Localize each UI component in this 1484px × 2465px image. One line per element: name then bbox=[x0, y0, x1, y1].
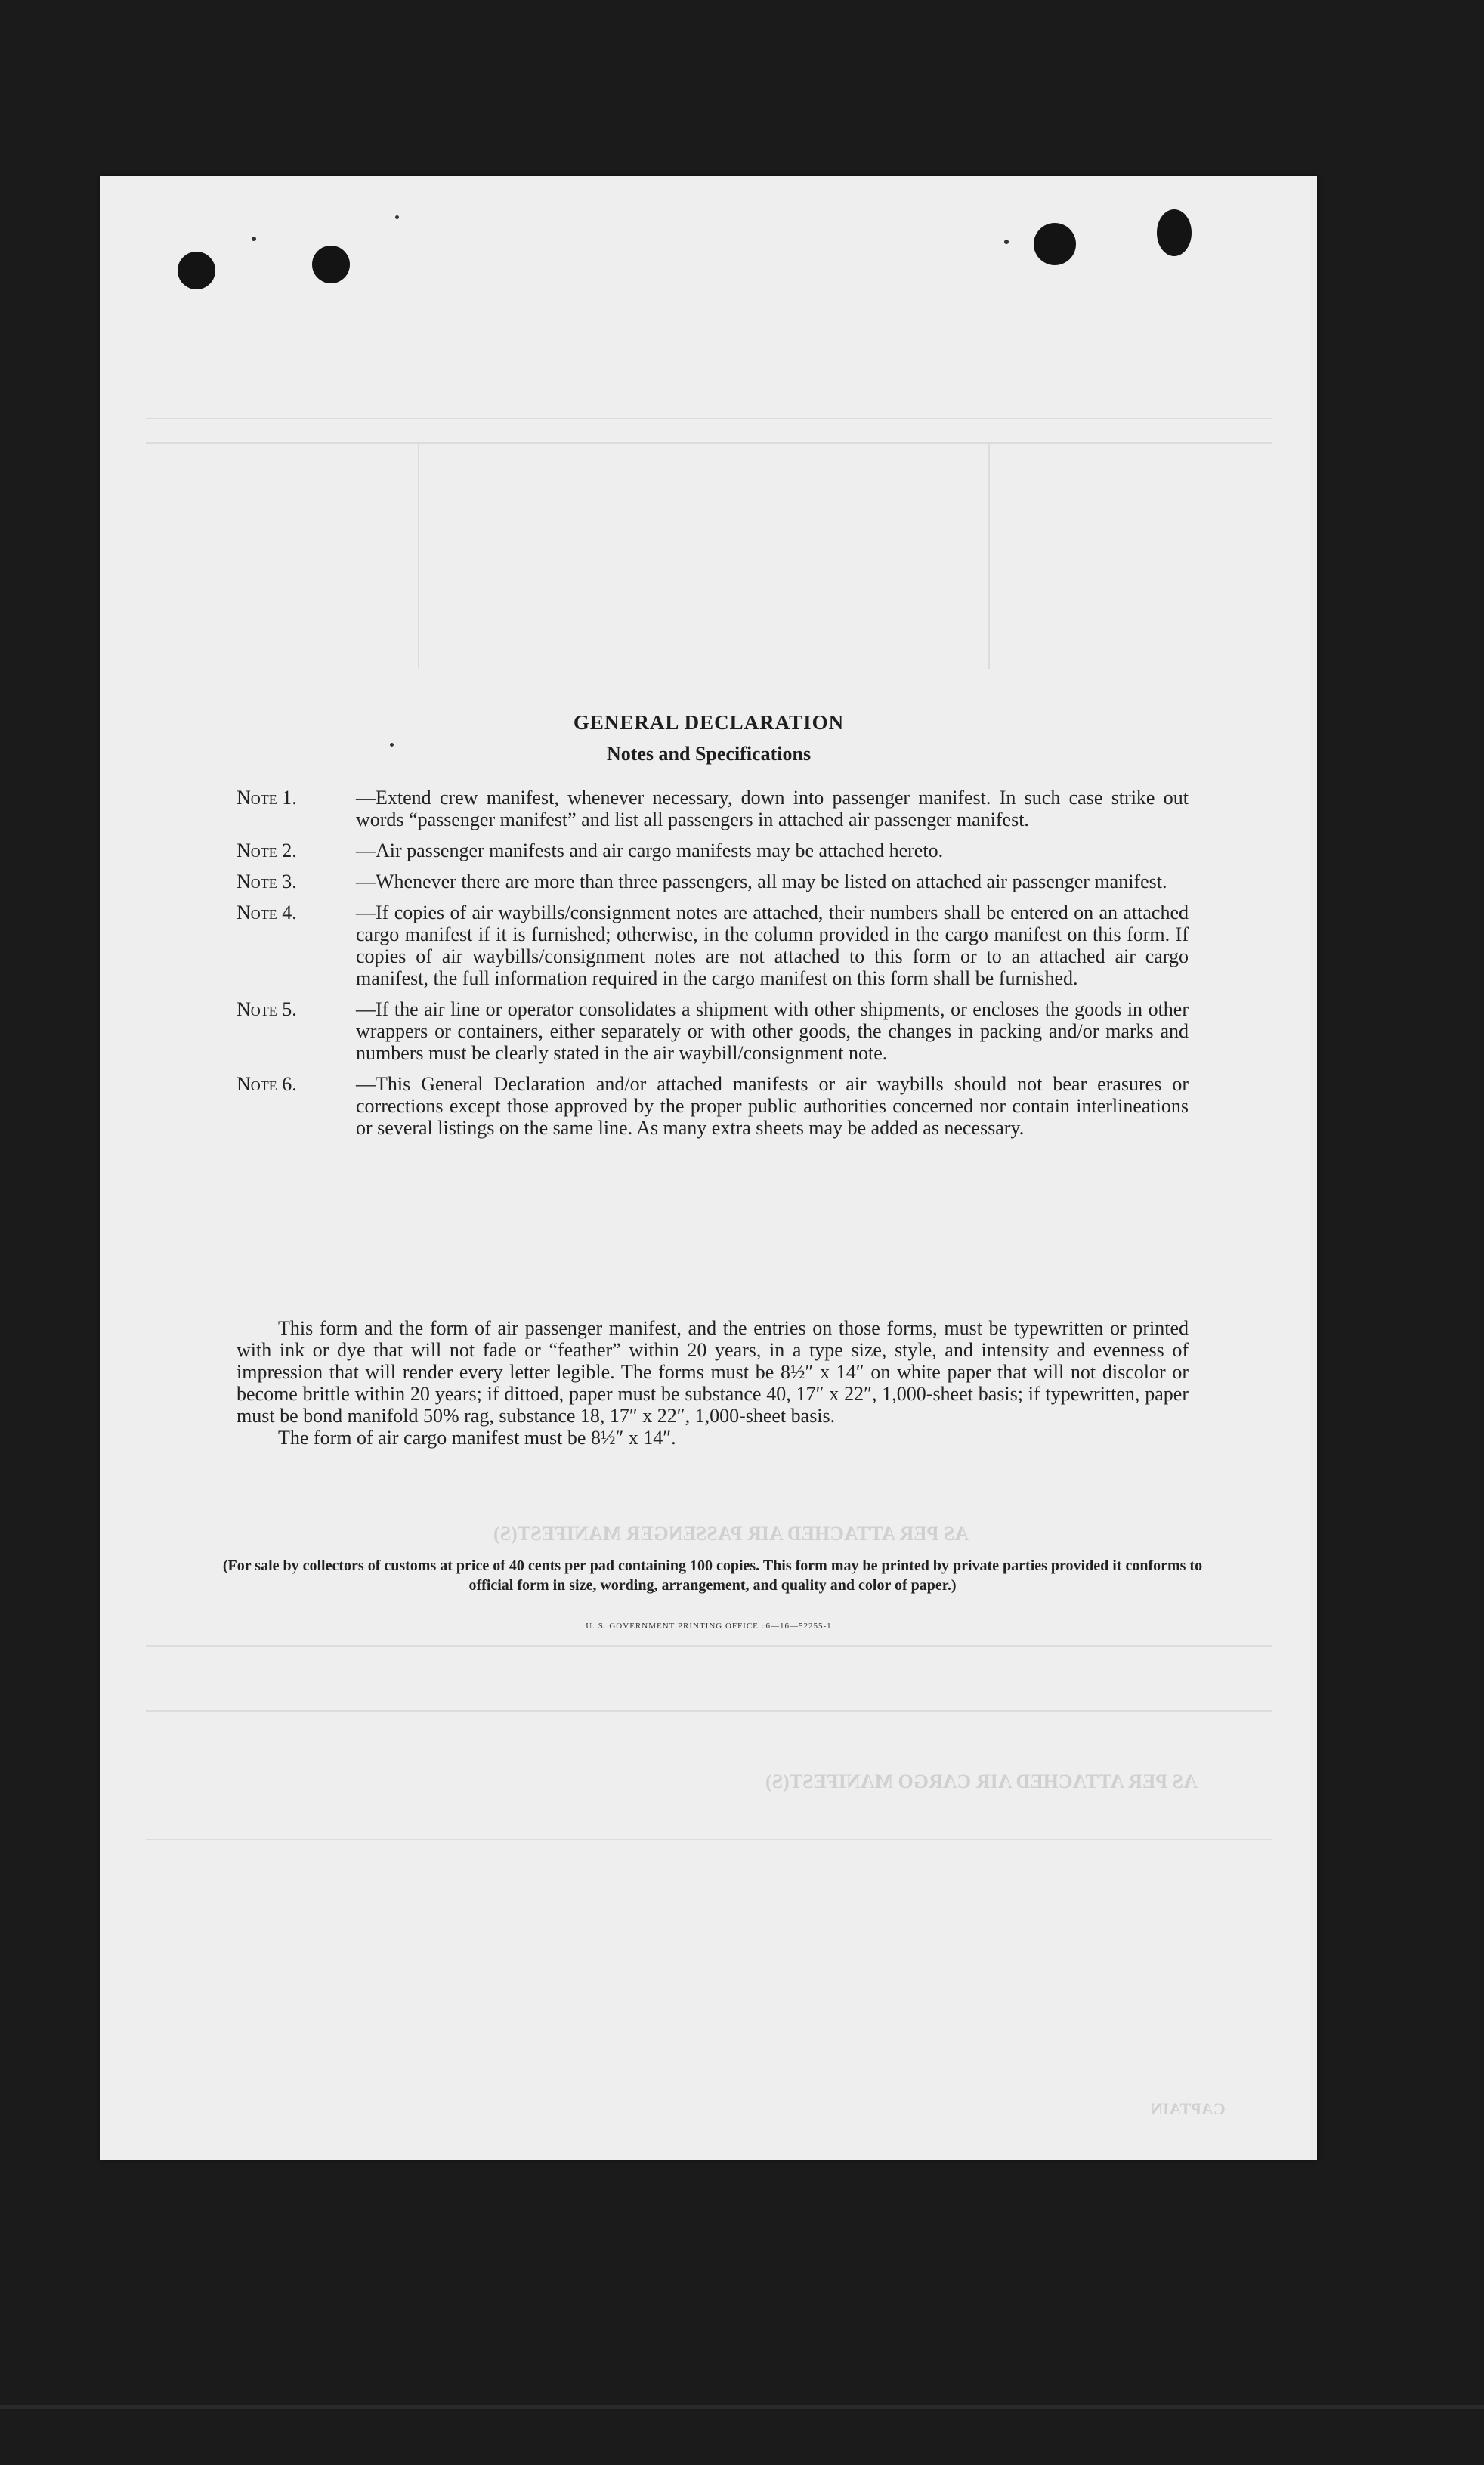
notes-list bbox=[237, 787, 1189, 1148]
note-label: Note 5. bbox=[237, 998, 297, 1020]
punch-hole bbox=[178, 252, 215, 289]
show-through-rule bbox=[146, 442, 1272, 444]
speck bbox=[1004, 240, 1009, 244]
specifications-paragraph bbox=[237, 1317, 1189, 1449]
speck bbox=[395, 215, 399, 219]
sale-note: (For sale by collectors of customs at price of 40 cents per pad containing 100 copies. This form may be printed by private parties provided it conforms to official form in size, wording, arrangement, and quality and color of paper.) bbox=[222, 1557, 1203, 1594]
note-label: Note 6. bbox=[237, 1073, 297, 1095]
note-text: —Air passenger manifests and air cargo manifests may be attached hereto. bbox=[356, 840, 944, 861]
note-3 bbox=[237, 871, 1189, 892]
note-5 bbox=[237, 998, 1189, 1064]
show-through-column-rule bbox=[418, 442, 419, 669]
show-through-rule bbox=[146, 1839, 1272, 1840]
note-text: —If the air line or operator consolidates a shipment with other shipments, or encloses the goods in other wrappers or containers, either separately or with other goods, the changes in packing and/or marks and numbers must be clearly stated in the air waybill/consignment note. bbox=[356, 998, 1189, 1064]
note-text: —If copies of air waybills/consignment notes are attached, their numbers shall be entered on an attached cargo manifest if it is furnished; otherwise, in the column provided in the cargo manifest on this form. If copies of air waybills/consignment notes are not attached to this form or to an attached air cargo manifest, the full information required in the cargo manifest on this form shall be furnished. bbox=[356, 902, 1189, 989]
punch-hole bbox=[312, 246, 350, 283]
note-label: Note 2. bbox=[237, 840, 297, 861]
note-label: Note 4. bbox=[237, 902, 297, 923]
show-through-rule bbox=[146, 418, 1272, 419]
page-subtitle: Notes and Specifications bbox=[606, 743, 812, 765]
note-2 bbox=[237, 840, 1189, 861]
show-through-rule bbox=[146, 1645, 1272, 1647]
document-page bbox=[100, 176, 1317, 2160]
page-title: GENERAL DECLARATION bbox=[573, 711, 845, 734]
show-through-column-rule bbox=[988, 442, 990, 669]
show-through-cargo-manifest: AS PER ATTACHED AIR CARGO MANIFEST(S) bbox=[765, 1771, 1198, 1792]
show-through-rule bbox=[146, 1710, 1272, 1712]
cargo-manifest-size-text: The form of air cargo manifest must be 8½″ x 14″. bbox=[278, 1427, 676, 1449]
speck bbox=[252, 237, 256, 241]
note-text: —Extend crew manifest, whenever necessary, down into passenger manifest. In such case strike out words “passenger manifest” and list all passengers in attached air passenger manifest. bbox=[356, 787, 1189, 830]
note-6 bbox=[237, 1073, 1189, 1139]
note-label: Note 1. bbox=[237, 787, 297, 809]
scanner-edge-top bbox=[0, 2405, 1484, 2409]
note-text: —Whenever there are more than three passengers, all may be listed on attached air passenger manifest. bbox=[356, 871, 1167, 892]
paper-specification-text: This form and the form of air passenger manifest, and the entries on those forms, must be typewritten or printed with ink or dye that will not fade or “feather” within 20 years, in a type size, style, and intensity and evenness of impression that will render every letter legible. The forms must be 8½″ x 14″ on white paper that will not discolor or become brittle within 20 years; if dittoed, paper must be substance 40, 17″ x 22″, 1,000-sheet basis; if typewritten, paper must be bond manifold 50% rag, substance 18, 17″ x 22″, 1,000-sheet basis. bbox=[237, 1317, 1189, 1427]
show-through-captain: CAPTAIN bbox=[1151, 2099, 1226, 2118]
punch-hole bbox=[1157, 209, 1192, 256]
punch-hole bbox=[1034, 223, 1076, 265]
note-label: Note 3. bbox=[237, 871, 297, 892]
note-1 bbox=[237, 787, 1189, 830]
note-text: —This General Declaration and/or attached manifests or air waybills should not bear erasures or corrections except those approved by the proper public authorities concerned nor contain interlineations or several listings on the same line. As many extra sheets may be added as necessary. bbox=[356, 1073, 1189, 1139]
show-through-passenger-manifest: AS PER ATTACHED AIR PASSENGER MANIFEST(S) bbox=[493, 1523, 969, 1545]
note-4 bbox=[237, 902, 1189, 989]
printing-office-line: U. S. GOVERNMENT PRINTING OFFICE c6—16—52255-1 bbox=[586, 1622, 832, 1631]
